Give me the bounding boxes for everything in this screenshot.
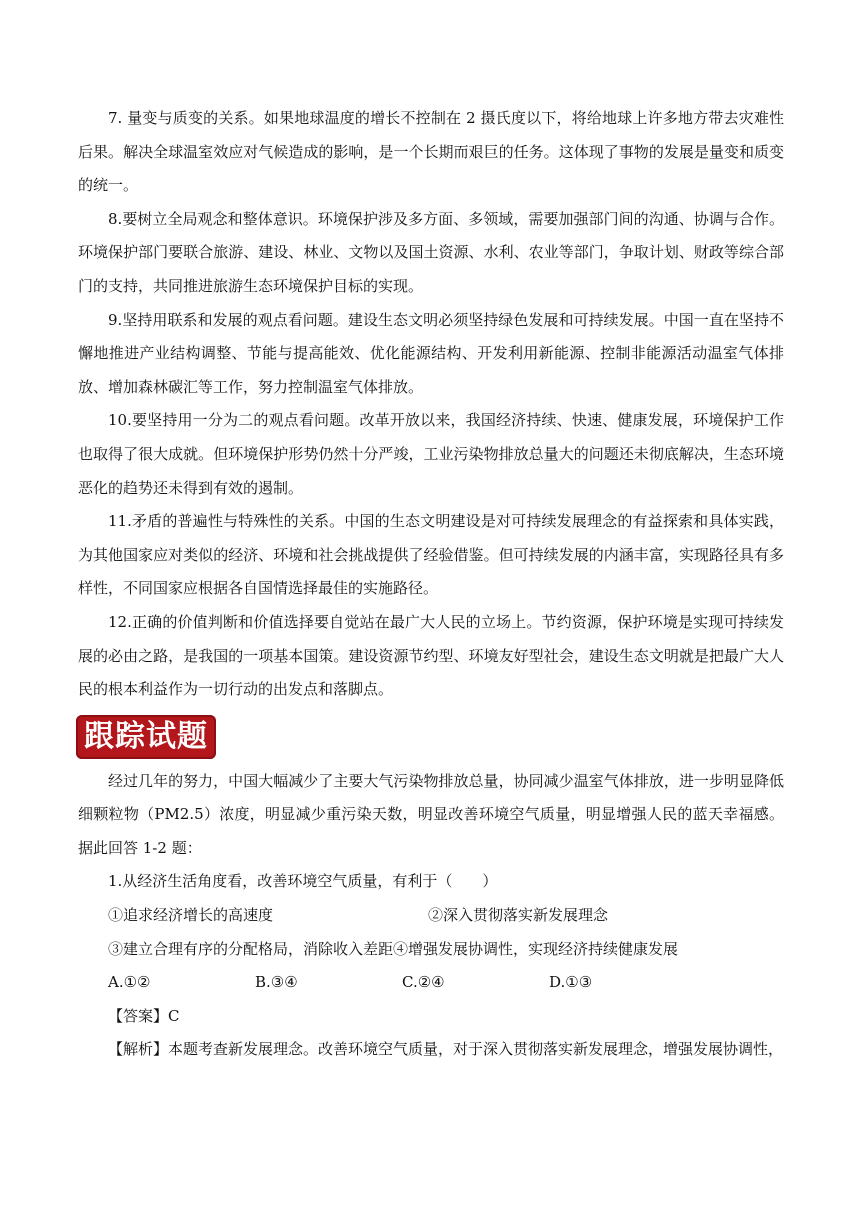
- choice-a: A.①②: [108, 973, 151, 992]
- answer-line: 【答案】C: [108, 1006, 180, 1025]
- paragraph-8: 8.要树立全局观念和整体意识。环境保护涉及多方面、多领域，需要加强部门间的沟通、协调与合作。环境保护部门要联合旅游、建设、林业、文物以及国土资源、水利、农业等部门，争取计划、财政等综合部门的支持，共同推进旅游生态环境保护目标的实现。: [78, 209, 784, 295]
- option-3: ③建立合理有序的分配格局，消除收入差距: [108, 939, 394, 958]
- answer-choices: [78, 966, 784, 1000]
- paragraph-7: 7. 量变与质变的关系。如果地球温度的增长不控制在 2 摄氏度以下，将给地球上许多地方带去灾难性后果。解决全球温室效应对气候造成的影响，是一个长期而艰巨的任务。这体现了事物的发展是量变和质变的统一。: [78, 109, 784, 195]
- options-row-2: [78, 933, 784, 967]
- paragraph-10: 10.要坚持用一分为二的观点看问题。改革开放以来，我国经济持续、快速、健康发展，环境保护工作也取得了很大成就。但环境保护形势仍然十分严竣，工业污染物排放总量大的问题还未彻底解决，生态环境恶化的趋势还未得到有效的遏制。: [78, 411, 784, 497]
- paragraph-9: 9.坚持用联系和发展的观点看问题。建设生态文明必须坚持绿色发展和可持续发展。中国一直在坚持不懈地推进产业结构调整、节能与提高能效、优化能源结构、开发利用新能源、控制非能源活动温室气体排放、增加森林碳汇等工作，努力控制温室气体排放。: [78, 310, 784, 396]
- question-stem: 1.从经济生活角度看，改善环境空气质量，有利于（ ）: [108, 872, 498, 891]
- option-2: ②深入贯彻落实新发展理念: [428, 906, 609, 925]
- paragraph-11: 11.矛盾的普遍性与特殊性的关系。中国的生态文明建设是对可持续发展理念的有益探索和具体实践，为其他国家应对类似的经济、环境和社会挑战提供了经验借鉴。但可持续发展的内涵丰富，实现路径具有多样性，不同国家应根据各自国情选择最佳的实施路径。: [78, 512, 784, 598]
- question-intro: 经过几年的努力，中国大幅减少了主要大气污染物排放总量，协同减少温室气体排放，进一步明显降低细颗粒物（PM2.5）浓度，明显减少重污染天数，明显改善环境空气质量，明显增强人民的蓝天幸福感。据此回答 1-2 题：: [78, 771, 784, 857]
- document-content: [78, 102, 784, 1067]
- section-title-badge: 跟踪试题: [76, 715, 216, 759]
- choice-b: B.③④: [255, 973, 298, 992]
- choice-d: D.①③: [549, 973, 593, 992]
- analysis-line: 【解析】本题考查新发展理念。改善环境空气质量，对于深入贯彻落实新发展理念，增强发展协调性，: [108, 1040, 784, 1059]
- option-4: ④增强发展协调性，实现经济持续健康发展: [393, 939, 679, 958]
- paragraph-12: 12.正确的价值判断和价值选择要自觉站在最广大人民的立场上。节约资源，保护环境是实现可持续发展的必由之路，是我国的一项基本国策。建设资源节约型、环境友好型社会，建设生态文明就是把最广大人民的根本利益作为一切行动的出发点和落脚点。: [78, 612, 784, 699]
- option-1: ①追求经济增长的高速度: [108, 906, 274, 925]
- options-row-1: [78, 899, 784, 933]
- choice-c: C.②④: [402, 973, 445, 992]
